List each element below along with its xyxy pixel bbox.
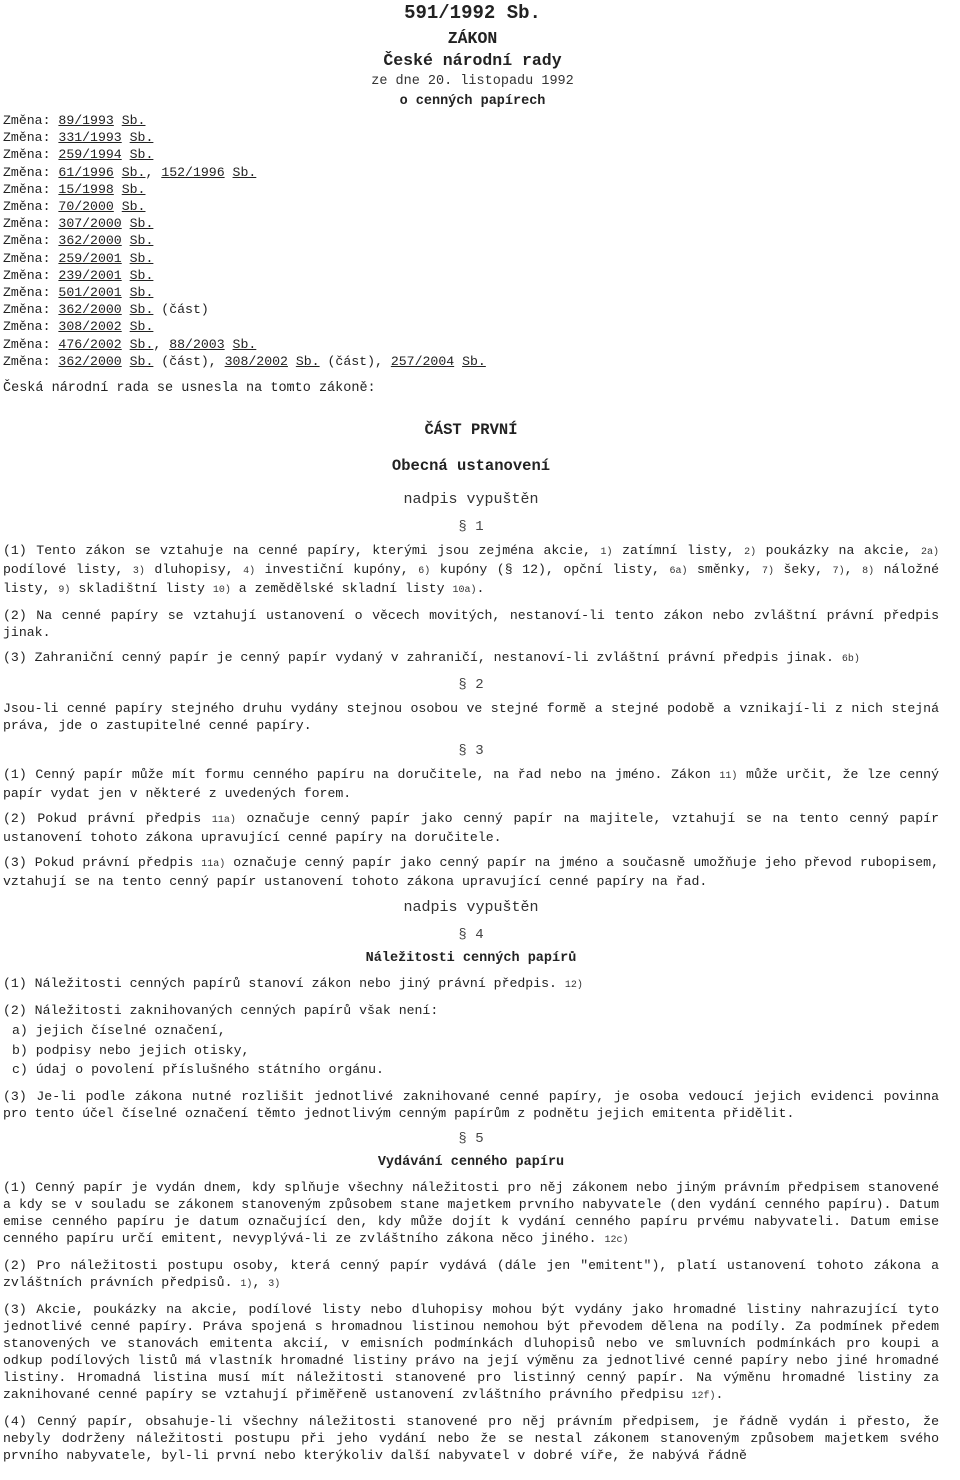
amendment-label: Změna:: [3, 302, 59, 318]
footnote-reference[interactable]: 12c): [604, 1234, 629, 1246]
amendment-text: [122, 354, 130, 369]
amendment-label: Změna:: [3, 216, 59, 232]
amendment-text: [225, 337, 233, 352]
law-content: [3, 416, 939, 1472]
amendment-text: [122, 337, 130, 352]
amendment-link[interactable]: 61/1996: [58, 164, 114, 180]
paragraph-text: (1) Cenný papír je vydán dnem, kdy splňuje všechny náležitosti pro něj zákonem nebo jiným právním předpisem stanovené a kdy se v souladu se zákonem stanoveným způsobem stane majetkem prvního nabyvatele (den vydání cenného papíru). Datum emise cenného papíru je datum označující den, kdy může dojít k vydání cenného papíru prvému nabyvateli. Datum emise cenného papíru určí emitent, nevyplývá-li ze zvláštního zákona něco jiného.: [3, 1179, 939, 1246]
issuing-body: České národní rady: [383, 51, 562, 70]
amendment-row: [3, 284, 486, 301]
amendment-link[interactable]: 308/2002: [58, 319, 122, 335]
amendment-link[interactable]: Sb.: [232, 336, 257, 352]
paragraph-text: může určit, že lze cenný papír vydat jen v některé z uvedených forem.: [3, 767, 939, 801]
amendment-label: Změna:: [3, 233, 59, 249]
amendment-text: [122, 268, 130, 283]
amendment-link[interactable]: 362/2000: [58, 302, 122, 318]
footnote-reference[interactable]: 11): [719, 771, 738, 782]
paragraph-text: poukázky na akcie,: [756, 543, 921, 558]
paragraph: (4) Cenný papír, obsahuje-li všechny náležitosti stanovené pro něj právním předpisem, je řádně vydán i přesto, že nebyly dodrženy náležitosti postupu při jeho vydání nebo že se nestal zákonem stanoveným způsobem majetkem svého prvního nabyvatele, byl-li první nebo kterýkoliv další nabyvatel v dobré víře, že nabývá řádně: [3, 1413, 939, 1463]
amendment-link[interactable]: Sb.: [129, 302, 154, 318]
amendment-link[interactable]: 257/2004: [390, 353, 455, 369]
section-mark-3: § 3: [458, 743, 484, 759]
paragraph: (2) Na cenné papíry se vztahují ustanovení o věcech movitých, nestanoví-li tento zákon nebo zvláštní právní předpis jinak.: [3, 608, 939, 640]
amendment-link[interactable]: Sb.: [129, 353, 154, 369]
amendment-text: [122, 302, 130, 317]
amendment-link[interactable]: Sb.: [129, 216, 154, 232]
footnote-reference[interactable]: 6): [418, 566, 431, 577]
footnote-reference[interactable]: 2): [744, 547, 757, 558]
amendment-row: [3, 250, 486, 267]
section-title: Vydávání cenného papíru: [377, 1154, 565, 1170]
paragraph-text: náložné listy,: [3, 562, 940, 596]
paragraph-text: zatímní listy,: [612, 543, 745, 558]
paragraph-text: (1) Náležitosti cenných papírů stanoví zákon nebo jiný právní předpis.: [3, 976, 565, 991]
amendment-link[interactable]: 239/2001: [58, 267, 122, 283]
amendment-link[interactable]: 331/1993: [58, 130, 122, 146]
footnote-reference[interactable]: 6b): [841, 654, 860, 665]
amendment-text: (část),: [319, 353, 391, 369]
amendment-link[interactable]: 362/2000: [58, 353, 122, 369]
footnote-reference[interactable]: 1): [240, 1278, 253, 1290]
amendment-label: Změna:: [3, 130, 59, 146]
amendment-link[interactable]: Sb.: [232, 164, 257, 180]
paragraph-text: (3) Pokud právní předpis: [3, 855, 202, 870]
paragraph-text: směnky,: [687, 562, 762, 577]
paragraph: (2) Náležitosti zaknihovaných cenných papírů však není:: [3, 1003, 439, 1018]
amendment-row: [3, 215, 486, 232]
section-mark-5: § 5: [458, 1130, 484, 1147]
footnote-reference[interactable]: 6a): [669, 566, 688, 577]
amendment-link[interactable]: Sb.: [121, 113, 146, 128]
amendment-label: Změna:: [3, 267, 59, 283]
amendment-text: [122, 216, 130, 231]
paragraph-text: (3) Akcie, poukázky na akcie, podílové listy nebo dluhopisy mohou být vydány jako hromadné listiny nahrazující tyto jednotlivé cenné papíry. Práva spojená s hromadnou listinou nemohou být převodem dělena na podíly. Za podmínek předem stanovených ve stanovách emitenta akcií, v emisních podmínkách dluhopisů nebo ve smluvních podmínkách pro koupi a odkup podílových listů má vlastník hromadné listiny právo na její výměnu za jednotlivé cenné papíry nebo jiné hromadné listiny. Hromadná listina musí mít náležitosti stanovené pro listinný cenný papír. Na výměnu hromadné listiny za zaknihované cenné papíry se vztahují přiměřeně ustanovení zvláštního právního předpisu: [3, 1301, 939, 1402]
amendment-text: [288, 354, 296, 369]
amendment-label: Změna:: [3, 319, 59, 335]
footnote-reference[interactable]: 7): [832, 566, 845, 577]
footnote-reference[interactable]: 3): [132, 566, 145, 577]
list-item: c) údaj o povolení příslušného státního orgánu.: [12, 1062, 384, 1077]
heading-omitted-note: nadpis vypuštěn: [403, 899, 539, 916]
amendment-row: [3, 301, 486, 318]
amendment-text: (část),: [153, 353, 225, 369]
footnote-reference[interactable]: 12f): [691, 1390, 716, 1402]
footnote-reference[interactable]: 12): [564, 980, 583, 991]
law-kind: ZÁKON: [447, 29, 498, 48]
amendments-list: [3, 112, 486, 370]
paragraph-text: ,: [252, 1274, 269, 1290]
paragraph-text: ,: [844, 562, 863, 577]
amendment-label: Změna:: [3, 199, 59, 215]
paragraph-text: .: [715, 1386, 724, 1402]
paragraph: [3, 766, 939, 802]
amendment-label: Změna:: [3, 147, 59, 163]
amendment-text: [114, 182, 122, 197]
amendment-text: [122, 147, 130, 162]
footnote-reference[interactable]: 9): [58, 585, 71, 596]
amendment-text: [454, 354, 462, 369]
footnote-reference[interactable]: 3): [268, 1278, 281, 1290]
amendment-link[interactable]: 259/2001: [58, 250, 122, 266]
paragraph-text: kupóny (§ 12), opční listy,: [430, 562, 670, 577]
amendment-row: [3, 353, 486, 370]
amendment-link[interactable]: 308/2002: [224, 353, 288, 369]
amendment-label: Změna:: [3, 250, 59, 266]
amendment-row: [3, 232, 486, 249]
paragraph: Jsou-li cenné papíry stejného druhu vydány stejnou osobou ve stejné formě a stejné podobě a vznikají-li z nich stejná práva, jde o zastupitelné cenné papíry.: [3, 701, 939, 733]
amendment-link[interactable]: 259/1994: [58, 147, 122, 163]
amendment-link[interactable]: Sb.: [129, 285, 154, 301]
amendment-text: [122, 285, 130, 300]
paragraph-text: .: [476, 581, 485, 596]
amendment-link[interactable]: 501/2001: [58, 285, 122, 301]
paragraph: [3, 810, 939, 846]
footnote-reference[interactable]: 2a): [920, 547, 939, 558]
amendment-link[interactable]: Sb.: [129, 130, 154, 146]
amendment-link[interactable]: Sb.: [121, 199, 146, 215]
paragraph: [3, 975, 939, 994]
footnote-reference[interactable]: 10): [212, 585, 231, 596]
paragraph-text: (1) Cenný papír může mít formu cenného papíru na doručitele, na řad nebo na jméno. Zákon: [3, 767, 720, 782]
amendment-text: [114, 165, 122, 180]
section-mark-1: § 1: [458, 519, 484, 535]
amendment-link[interactable]: 15/1998: [58, 181, 114, 197]
paragraph-text: označuje cenný papír jako cenný papír na jméno a současně umožňuje jeho převod rubopisem, vztahují se na tento cenný papír ustanovení tohoto zákona upravující cenné papíry na řad.: [3, 855, 939, 889]
amendment-label: Změna:: [3, 181, 59, 197]
amendment-link[interactable]: Sb.: [462, 353, 486, 369]
paragraph-text: dluhopisy,: [144, 562, 244, 577]
amendment-text: [122, 130, 130, 145]
amendment-row: [3, 267, 486, 284]
paragraph-text: (1) Tento zákon se vztahuje na cenné papíry, kterými jsou zejména akcie,: [3, 543, 601, 558]
section-mark-4: § 4: [458, 927, 484, 943]
amendment-text: [114, 199, 122, 214]
amendment-label: Změna:: [3, 164, 59, 180]
amendment-row: [3, 336, 486, 353]
amendment-link[interactable]: Sb.: [129, 319, 154, 335]
amendment-link[interactable]: Sb.: [121, 181, 146, 197]
list-item: a) jejich číselné označení,: [12, 1023, 226, 1038]
amendment-text: [122, 233, 130, 248]
paragraph: [3, 1301, 939, 1405]
footnote-reference[interactable]: 8): [862, 566, 875, 577]
amendment-link[interactable]: 70/2000: [58, 199, 114, 215]
amendment-row: [3, 164, 486, 181]
amendment-text: [122, 319, 130, 334]
paragraph-text: podílové listy,: [3, 562, 133, 577]
law-number: 591/1992 Sb.: [404, 2, 541, 24]
footnote-reference[interactable]: 4): [243, 566, 256, 577]
amendment-row: [3, 146, 486, 163]
amendment-link[interactable]: 476/2002: [58, 336, 122, 352]
list-item: b) podpisy nebo jejich otisky,: [12, 1042, 250, 1058]
paragraph: [3, 649, 939, 668]
amendment-row: [3, 129, 486, 146]
amendment-link[interactable]: Sb.: [129, 147, 154, 163]
amendment-text: [114, 113, 122, 128]
amendment-label: Změna:: [3, 285, 59, 301]
amendment-text: ,: [145, 164, 162, 180]
amendment-link[interactable]: Sb.: [129, 250, 154, 266]
paragraph-text: označuje cenný papír jako cenný papír na majitele, vztahují se na tento cenný papír ustanovení tohoto zákona upravující cenné papíry na doručitele.: [3, 811, 939, 845]
amendment-text: [122, 251, 130, 266]
amendment-row: [3, 318, 486, 335]
amendment-link[interactable]: 362/2000: [58, 233, 122, 249]
part-subtitle: Obecná ustanovení: [391, 457, 551, 475]
footnote-reference[interactable]: 11a): [201, 859, 226, 870]
section-title: Náležitosti cenných papírů: [365, 951, 577, 966]
law-date: ze dne 20. listopadu 1992: [371, 74, 574, 89]
preamble: Česká národní rada se usnesla na tomto zákoně:: [3, 381, 376, 396]
paragraph-text: a zemědělské skladní listy: [230, 581, 453, 596]
paragraph: [3, 1257, 939, 1293]
amendment-text: (část): [153, 302, 209, 318]
paragraph: (3) Je-li podle zákona nutné rozlišit jednotlivé zaknihované cenné papíry, je osoba vedoucí jejich evidenci povinna pro tento účel číselné označení těmto jednotlivým cenným papírům z podnětu jejich emitenta přidělit.: [3, 1088, 939, 1121]
paragraph-text: (3) Zahraniční cenný papír je cenný papír vydaný v zahraničí, nestanoví-li zvláštní právní předpis jinak.: [3, 650, 842, 665]
amendment-link[interactable]: 88/2003: [169, 336, 225, 352]
part-title: ČÁST PRVNÍ: [424, 421, 518, 439]
enumerated-list: [12, 1021, 939, 1080]
amendment-row: [3, 198, 486, 215]
paragraph: [3, 1179, 939, 1249]
paragraph-text: skladištní listy: [70, 581, 213, 596]
amendment-row: [3, 181, 486, 198]
paragraph-text: šeky,: [773, 562, 833, 577]
amendment-link[interactable]: Sb.: [121, 164, 146, 180]
law-subject: o cenných papírech: [399, 94, 546, 109]
paragraph-text: (2) Pro náležitosti postupu osoby, která cenný papír vydává (dále jen "emitent"), platí ustanovení tohoto zákona a zvláštních právních předpisů.: [3, 1257, 939, 1290]
amendment-link[interactable]: Sb.: [295, 353, 320, 369]
paragraph: [3, 854, 939, 890]
paragraph: [3, 542, 939, 599]
amendment-label: Změna:: [3, 113, 59, 128]
amendment-link[interactable]: Sb.: [129, 267, 154, 283]
amendment-text: [225, 165, 233, 180]
amendment-row: [3, 112, 486, 129]
paragraph-text: investiční kupóny,: [255, 562, 419, 577]
heading-omitted-note: nadpis vypuštěn: [403, 491, 539, 508]
amendment-label: Změna:: [3, 353, 59, 369]
footnote-reference[interactable]: 7): [761, 566, 774, 577]
section-mark-2: § 2: [458, 677, 484, 693]
footnote-reference[interactable]: 11a): [211, 815, 236, 826]
amendment-link[interactable]: 307/2000: [58, 216, 122, 232]
footnote-reference[interactable]: 1): [600, 547, 613, 558]
amendment-link[interactable]: Sb.: [129, 336, 154, 352]
footnote-reference[interactable]: 10a): [452, 585, 477, 596]
amendment-text: ,: [153, 336, 170, 352]
amendment-label: Změna:: [3, 336, 59, 352]
amendment-link[interactable]: Sb.: [129, 233, 154, 249]
paragraph-text: (2) Pokud právní předpis: [3, 811, 212, 826]
amendment-link[interactable]: 152/1996: [161, 164, 225, 180]
amendment-link[interactable]: 89/1993: [58, 113, 114, 128]
